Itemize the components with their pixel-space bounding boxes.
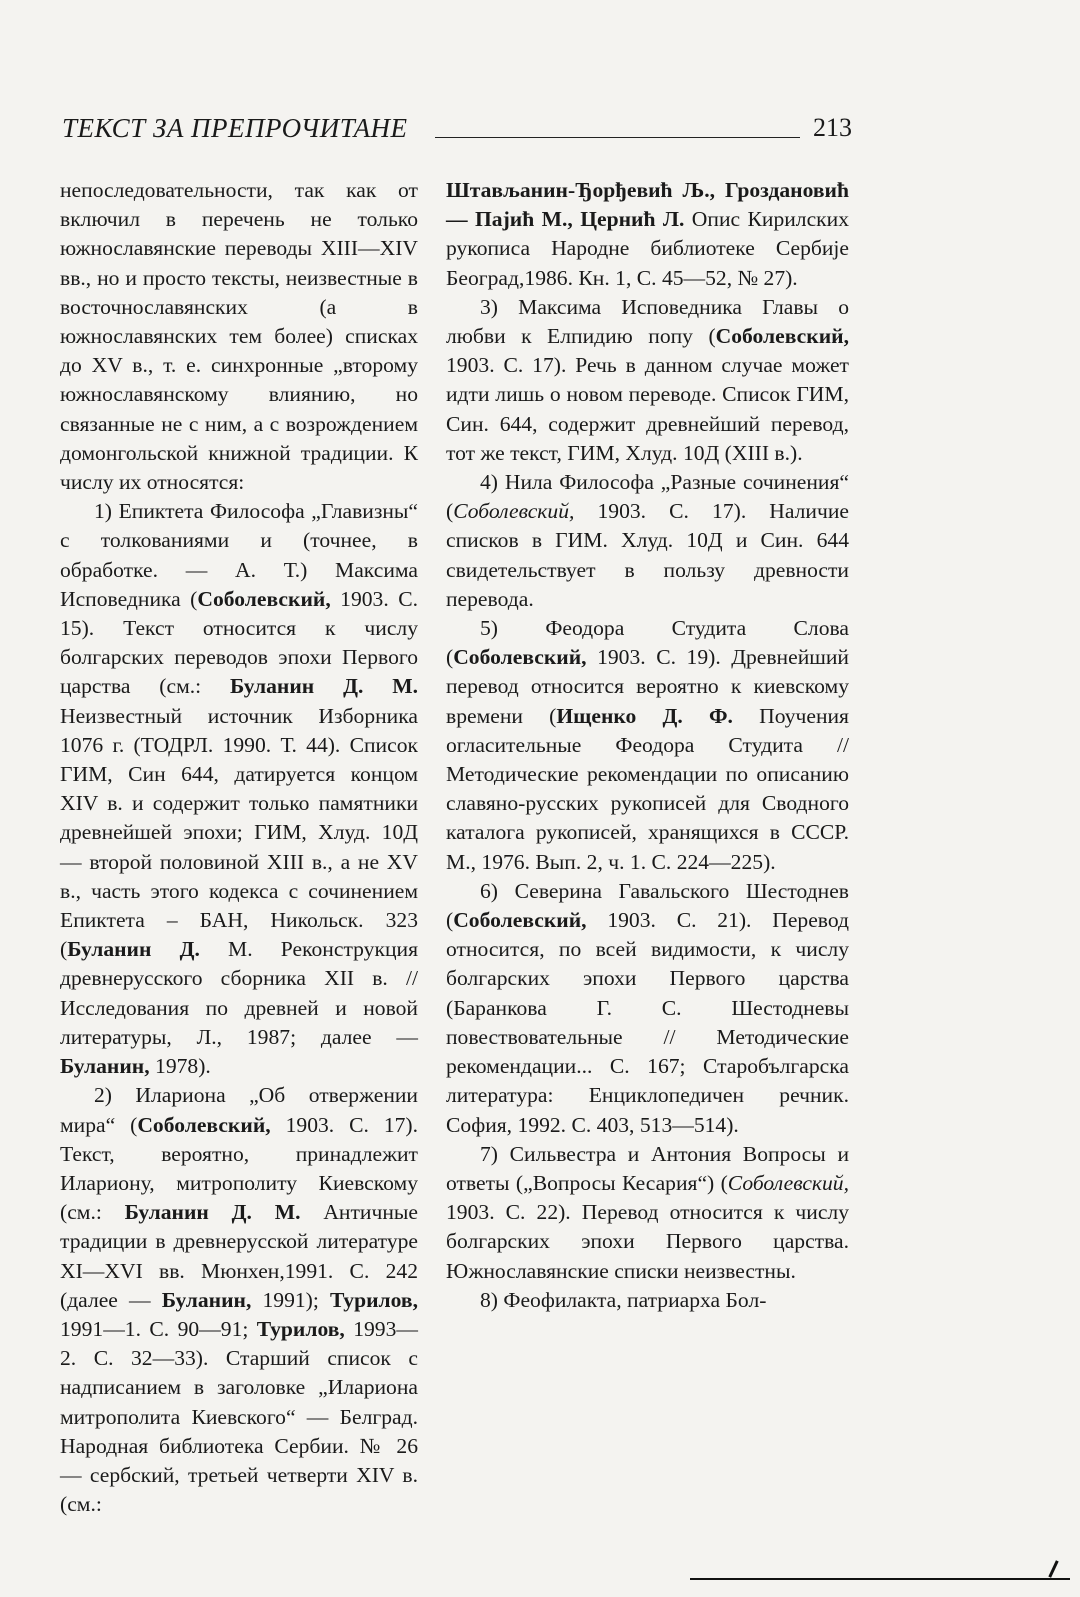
text-run: 6) Северина Гавальского Шестоднев ( bbox=[446, 878, 849, 933]
text-run: 2) Илариона „Об отвержении мира“ ( bbox=[60, 1083, 418, 1137]
paragraph-item-2 bbox=[60, 1081, 418, 1519]
left-column bbox=[60, 176, 418, 1519]
page-edge-rule bbox=[690, 1578, 1070, 1580]
author-ref: Буланин, bbox=[60, 1054, 150, 1079]
author-ref: Соболевский, bbox=[453, 645, 587, 670]
running-header bbox=[62, 113, 852, 149]
paragraph-item-6 bbox=[446, 877, 849, 1140]
author-ref: Соболевский, bbox=[137, 1112, 271, 1137]
paragraph-continuation bbox=[60, 176, 418, 497]
header-rule bbox=[435, 137, 800, 138]
text-run: 1903. С. 17). Текст, вероятно, принадлежит Илариону, митрополиту Киевскому (см.: bbox=[60, 1112, 419, 1225]
text-run: 1) Епиктета Философа „Главизны“ с толкованиями и (точнее, в обработке. — А. Т.) Максима Исповедника ( bbox=[60, 499, 418, 611]
text-run: Античные традиции в древнерусской литературе XI—XVI вв. Мюнхен,1991. С. 242 (далее — bbox=[60, 1200, 418, 1312]
paragraph-item-8 bbox=[446, 1286, 849, 1315]
text-run: 1903. С. 17). Речь в данном случае может идти лишь о новом переводе. Список ГИМ, Син. 644, содержит древнейший перевод, тот же текст, ГИМ, Хлуд. 10Д (XIII в.). bbox=[446, 353, 849, 465]
text-run: 7) Сильвестра и Антония Вопросы и ответы („Вопросы Кесария“) ( bbox=[446, 1141, 849, 1195]
text-run: 1903. С. 21). Перевод относится, по всей видимости, к числу болгарских эпохи Первого царства (Баранкова Г. С. Шестодневы повествовательные // Методические рекомендации... С. 167; Старобългарска литература: Енциклопедичен речник. София, 1992. С. 403, 513—514). bbox=[446, 908, 849, 1137]
paragraph-item-5 bbox=[446, 614, 849, 877]
text-run: 1903. С. 19). Древнейший перевод относится вероятно к киевскому времени ( bbox=[446, 645, 849, 728]
text-run: 1978). bbox=[149, 1054, 211, 1079]
author-ref: Буланин, bbox=[161, 1287, 252, 1312]
author-ref: Буланин Д. М. bbox=[230, 674, 418, 699]
page-number: 213 bbox=[813, 113, 852, 142]
running-title: ТЕКСТ ЗА ПРЕПРОЧИТАНЕ bbox=[62, 113, 408, 143]
author-ref-italic: Соболевский, bbox=[727, 1170, 849, 1195]
author-ref: Штављанин-Ђорђевић Љ., Гроздановић — Пајић М., Цернић Л. bbox=[446, 178, 849, 232]
text-run: 1903. С. 17). Наличие списков в ГИМ. Хлуд. 10Д и Син. 644 свидетельствует в пользу древности перевода. bbox=[446, 499, 849, 611]
author-ref: Буланин Д. bbox=[67, 937, 200, 962]
paragraph-item-1 bbox=[60, 497, 418, 1081]
text-run: Поучения огласительные Феодора Студита // Методические рекомендации по описанию славяно-русских рукописей для Сводного каталога рукописей, хранящихся в СССР. М., 1976. Вып. 2, ч. 1. С. 224—225). bbox=[446, 703, 849, 874]
text-run: 1991); bbox=[251, 1287, 330, 1312]
text-run: непоследовательности, так как от включил в перечень не только южнославянские переводы XIII—XIV вв., но и просто тексты, неизвестные в восточнославянских (а в южнославянских тем более) списках до XV в., т. е. синхронные „второму южнославянскому влиянию, но связанные не с ним, а с возрождением домонгольской книжной традиции. К числу их относятся: bbox=[60, 178, 418, 495]
author-ref: Соболевский, bbox=[453, 908, 587, 933]
text-run: 1993—2. С. 32—33). Старший список с надписанием в заголовке „Илариона митрополита Киевского“ — Белград. Народная библиотека Сербии. № 26 — сербский, третьей четверти XIV в. (см.: bbox=[60, 1316, 418, 1517]
text-run: 3) Максима Исповедника Главы о любви к Елпидию попу ( bbox=[446, 294, 849, 349]
text-run: М. Реконструкция древнерусского сборника XII в. // Исследования по древней и новой литературы, Л., 1987; далее — bbox=[60, 937, 418, 1049]
author-ref: Буланин Д. М. bbox=[124, 1200, 301, 1225]
text-run: 1903. С. 22). Перевод относится к числу болгарских эпохи Первого царства. Южнославянские списки неизвестны. bbox=[446, 1200, 849, 1283]
text-run: Опис Кирилских рукописа Народне библиотеке Сербије Београд,1986. Кн. 1, С. 45—52, № 27). bbox=[446, 207, 849, 290]
author-ref: Ищенко Д. Ф. bbox=[556, 703, 733, 728]
author-ref: Соболевский, bbox=[197, 586, 331, 611]
author-ref: Турилов, bbox=[329, 1287, 418, 1312]
text-run: 5) Феодора Студита Слова ( bbox=[446, 616, 849, 670]
author-ref: Соболевский, bbox=[715, 324, 849, 349]
right-column bbox=[446, 176, 849, 1315]
paragraph-continuation bbox=[446, 176, 849, 293]
author-ref-italic: Соболевский, bbox=[453, 499, 575, 524]
text-run: Неизвестный источник Изборника 1076 г. (ТОДРЛ. 1990. Т. 44). Список ГИМ, Син 644, датируется концом XIV в. и содержит только памятники древнейшей эпохи; ГИМ, Хлуд. 10Д — второй половиной XIII в., а не XV в., часть этого кодекса с сочинением Епиктета – БАН, Никольск. 323 ( bbox=[60, 703, 418, 962]
paragraph-item-7 bbox=[446, 1140, 849, 1286]
text-run: 8) Феофилакта, патриарха Бол- bbox=[480, 1287, 767, 1312]
author-ref: Турилов, bbox=[256, 1316, 345, 1341]
text-run: 1903. С. 15). Текст относится к числу болгарских переводов эпохи Первого царства (см.: bbox=[60, 586, 418, 699]
paragraph-item-3 bbox=[446, 293, 849, 468]
page-corner-mark bbox=[1048, 1560, 1058, 1578]
text-run: 4) Нила Философа „Разные сочинения“ ( bbox=[446, 470, 849, 524]
text-run: 1991—1. С. 90—91; bbox=[60, 1316, 257, 1341]
paragraph-item-4 bbox=[446, 468, 849, 614]
